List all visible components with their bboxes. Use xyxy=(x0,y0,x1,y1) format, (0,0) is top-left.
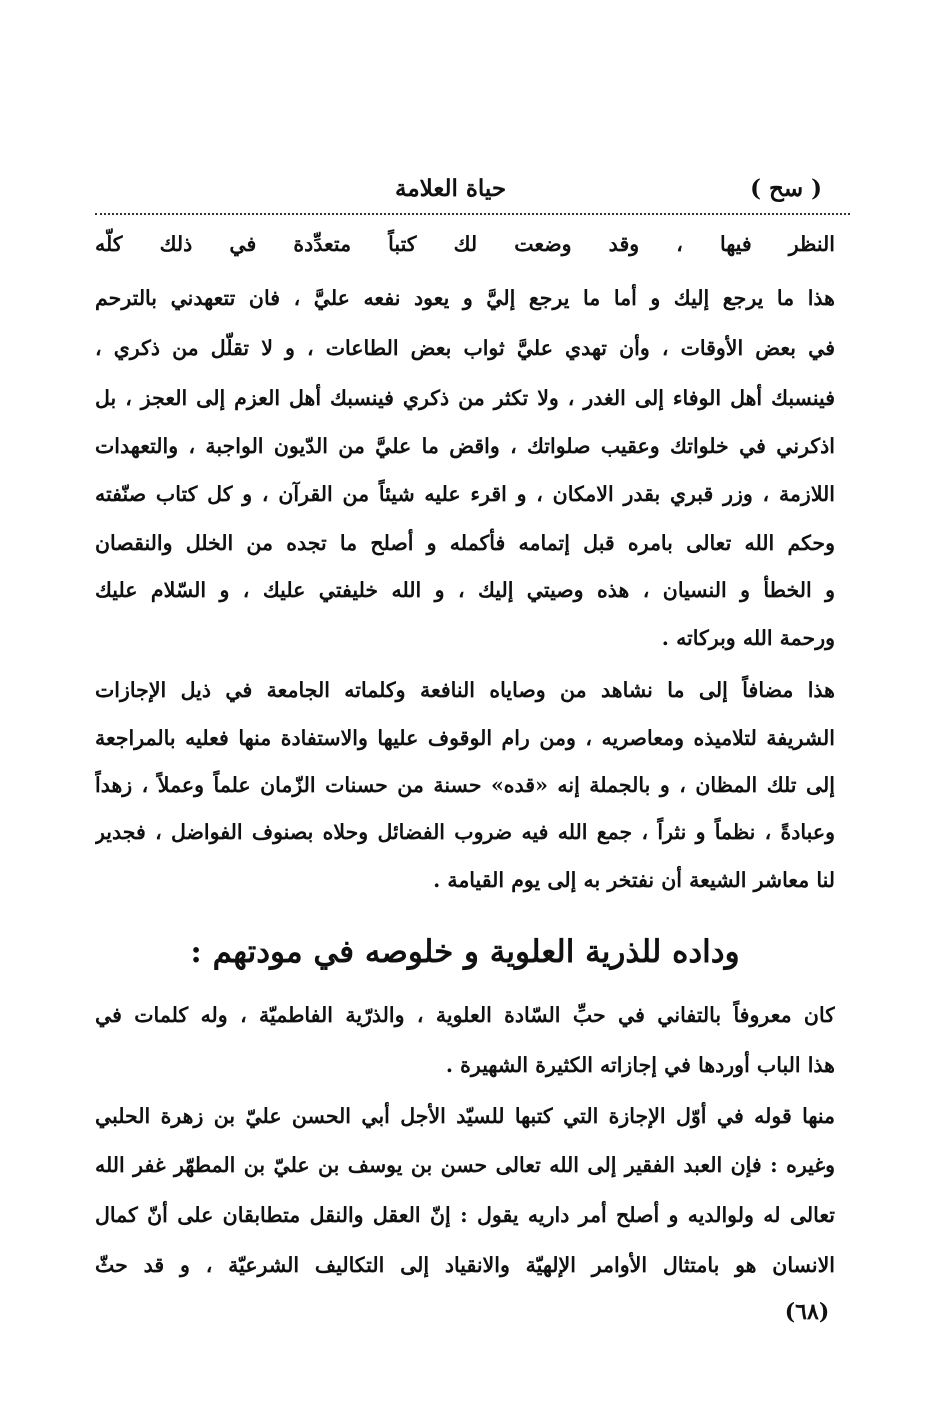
text-line: هذا الباب أوردها في إجازاته الكثيرة الشهيرة . xyxy=(445,1053,835,1077)
text-line: وعبادةً ، نظماً و نثراً ، جمع الله فيه ضروب الفضائل وحلاه بصنوف الفواضل ، فجدير xyxy=(95,820,835,844)
text-line: لنا معاشر الشيعة أن نفتخر به إلى يوم القيامة . xyxy=(433,868,835,892)
text-line: هذا مضافاً إلى ما نشاهد من وصاياه النافعة وكلماته الجامعة في ذيل الإجازات xyxy=(95,678,835,702)
text-line: اللازمة ، وزر قبري بقدر الامكان ، و اقرء عليه شيئاً من القرآن ، و كل كتاب صنّفته xyxy=(95,482,835,506)
text-line: ورحمة الله وبركاته . xyxy=(661,626,835,650)
text-line: وحكم الله تعالى بامره قبل إتمامه فأكمله و أصلح ما تجده من الخلل والنقصان xyxy=(95,531,835,555)
text-line: النظر فيها ، وقد وضعت لك كتباً متعدِّدة في ذلك كلّه xyxy=(95,232,835,256)
running-header xyxy=(95,173,850,215)
text-line: كان معروفاً بالتفاني في حبِّ السّادة العلوية ، والذرّية الفاطميّة ، وله كلمات في xyxy=(95,1003,835,1027)
text-line: تعالى له ولوالديه و أصلح أمر داريه يقول : إنّ العقل والنقل متطابقان على أنّ كمال xyxy=(95,1203,835,1227)
text-line: وغيره : فإن العبد الفقير إلى الله تعالى حسن بن يوسف بن عليّ بن المطهّر غفر الله xyxy=(95,1153,835,1177)
header-title: حياة العلامة xyxy=(395,175,507,202)
text-line: فينسبك أهل الوفاء إلى الغدر ، ولا تكثر من ذكري فينسبك أهل العزم إلى العجز ، بل xyxy=(95,386,835,410)
text-line: اذكرني في خلواتك وعقيب صلواتك ، واقض ما عليَّ من الدّيون الواجبة ، والتعهدات xyxy=(95,434,835,458)
text-line: منها قوله في أوّل الإجازة التي كتبها للسيّد الأجل أبي الحسن عليّ بن زهرة الحلبي xyxy=(95,1104,835,1128)
text-line: هذا ما يرجع إليك و أما ما يرجع إليَّ و يعود نفعه عليَّ ، فان تتعهدني بالترحم xyxy=(95,286,835,310)
text-line: إلى تلك المظان ، و بالجملة إنه «قده» حسنة من حسنات الزّمان علماً وعملاً ، زهداً xyxy=(95,773,835,797)
text-line: الانسان هو بامتثال الأوامر الإلهيّة والانقياد إلى التكاليف الشرعيّة ، و قد حثّ xyxy=(95,1253,835,1277)
header-page-marker: ( سح ) xyxy=(750,175,822,202)
text-line: في بعض الأوقات ، وأن تهدي عليَّ ثواب بعض الطاعات ، و لا تقلّل من ذكري ، xyxy=(95,336,835,360)
text-line: و الخطأ و النسيان ، هذه وصيتي إليك ، و الله خليفتي عليك ، و السّلام عليك xyxy=(95,578,835,602)
page-number: (٦٨) xyxy=(784,1299,830,1325)
text-line: الشريفة لتلاميذه ومعاصريه ، ومن رام الوقوف عليها والاستفادة منها فعليه بالمراجعة xyxy=(95,726,835,750)
section-heading: وداده للذرية العلوية و خلوصه في مودتهم : xyxy=(190,934,740,970)
